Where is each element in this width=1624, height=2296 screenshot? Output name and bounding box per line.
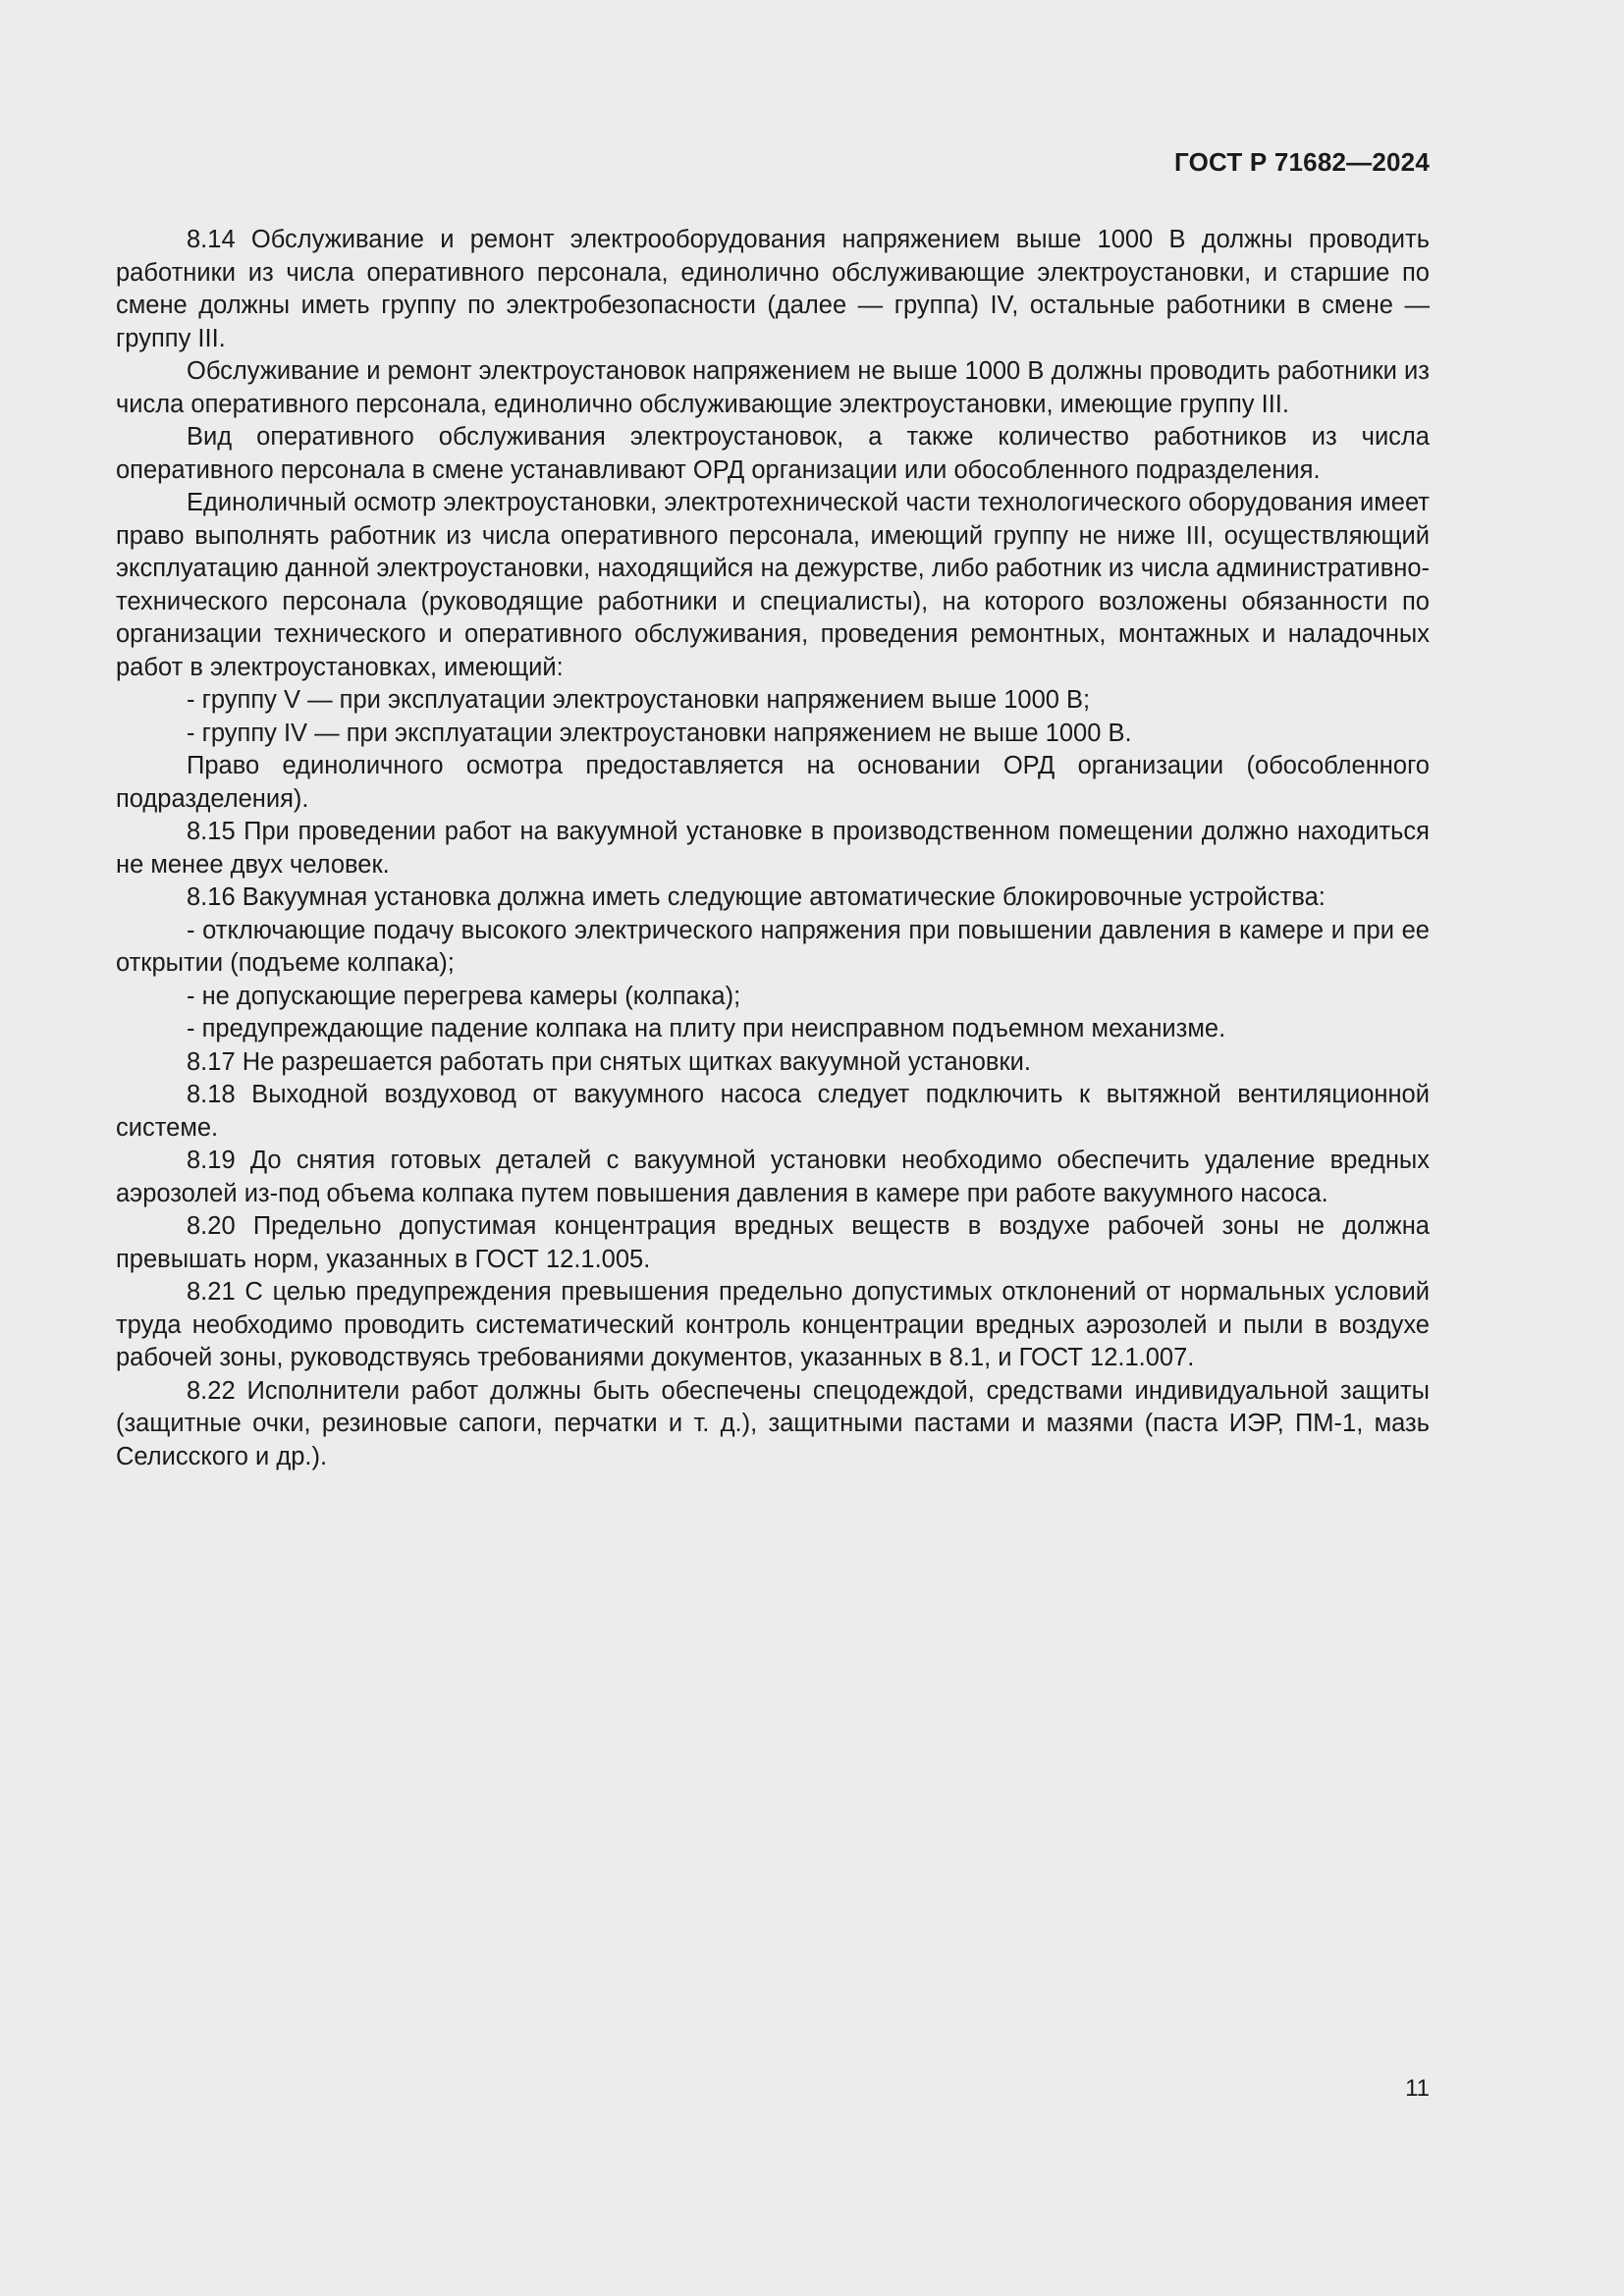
list-item-interlock-hood: - предупреждающие падение колпака на плиту при неисправном подъемном механизме. (187, 1015, 1226, 1042)
page-number: 11 (1405, 2075, 1430, 2102)
paragraph-8-20: 8.20 Предельно допустимая концентрация вредных веществ в воздухе рабочей зоны не должна превышать норм, указанных в ГОСТ 12.1.005. (116, 1212, 1430, 1273)
list-item-group-iv: - группу IV — при эксплуатации электроустановки напряжением не выше 1000 В. (187, 719, 1132, 747)
paragraph-8-15: 8.15 При проведении работ на вакуумной установке в производственном помещении должно находиться не менее двух человек. (116, 818, 1430, 879)
paragraph-maintenance-low-voltage: Обслуживание и ремонт электроустановок напряжением не выше 1000 В должны проводить работники из числа оперативного персонала, единолично обслуживающие электроустановки, имеющие группу III. (116, 357, 1430, 418)
paragraph-operational-service: Вид оперативного обслуживания электроустановок, а также количество работников из числа оперативного персонала в смене устанавливают ОРД организации или обособленного подразделения. (116, 423, 1430, 484)
paragraph-inspection-right: Право единоличного осмотра предоставляется на основании ОРД организации (обособленного подразделения). (116, 752, 1430, 813)
list-item-interlock-overheat: - не допускающие перегрева камеры (колпака); (187, 982, 741, 1010)
list-item-group-v: - группу V — при эксплуатации электроустановки напряжением выше 1000 В; (187, 686, 1091, 714)
document-body (116, 224, 1430, 1473)
paragraph-8-17: 8.17 Не разрешается работать при снятых щитках вакуумной установки. (187, 1047, 1031, 1076)
paragraph-8-21: 8.21 С целью предупреждения превышения предельно допустимых отклонений от нормальных условий труда необходимо проводить систематический контроль концентрации вредных аэрозолей и пыли в воздухе рабочей зоны, руководствуясь требованиями документов, указанных в 8.1, и ГОСТ 12.1.007. (116, 1278, 1430, 1371)
paragraph-8-16: 8.16 Вакуумная установка должна иметь следующие автоматические блокировочные устройства: (187, 883, 1326, 911)
paragraph-8-18: 8.18 Выходной воздуховод от вакуумного насоса следует подключить к вытяжной вентиляционной системе. (116, 1081, 1430, 1142)
document-header: ГОСТ Р 71682—2024 (1174, 147, 1430, 177)
paragraph-8-19: 8.19 До снятия готовых деталей с вакуумной установки необходимо обеспечить удаление вредных аэрозолей из-под объема колпака путем повышения давления в камере при работе вакуумного насоса. (116, 1147, 1430, 1207)
paragraph-8-22: 8.22 Исполнители работ должны быть обеспечены спецодеждой, средствами индивидуальной защиты (защитные очки, резиновые сапоги, перчатки и т. д.), защитными пастами и мазями (паста ИЭР, ПМ-1, мазь Селисского и др.). (116, 1376, 1430, 1470)
list-item-interlock-voltage: - отключающие подачу высокого электрического напряжения при повышении давления в камере и при ее открытии (подъеме колпака); (116, 916, 1430, 977)
paragraph-solo-inspection: Единоличный осмотр электроустановки, электротехнической части технологического оборудования имеет право выполнять работник из числа оперативного персонала, имеющий группу не ниже III, осуществляющий эксплуатацию данной электроустановки, находящийся на дежурстве, либо работник из числа административно-технического персонала (руководящие работники и специалисты), на которого возложены обязанности по организации технического и оперативного обслуживания, проведения ремонтных, монтажных и наладочных работ в электроустановках, имеющий: (116, 489, 1430, 681)
paragraph-8-14: 8.14 Обслуживание и ремонт электрооборудования напряжением выше 1000 В должны проводить работники из числа оперативного персонала, единолично обслуживающие электроустановки, и старшие по смене должны иметь группу по электробезопасности (далее — группа) IV, остальные работники в смене — группу III. (116, 226, 1430, 352)
